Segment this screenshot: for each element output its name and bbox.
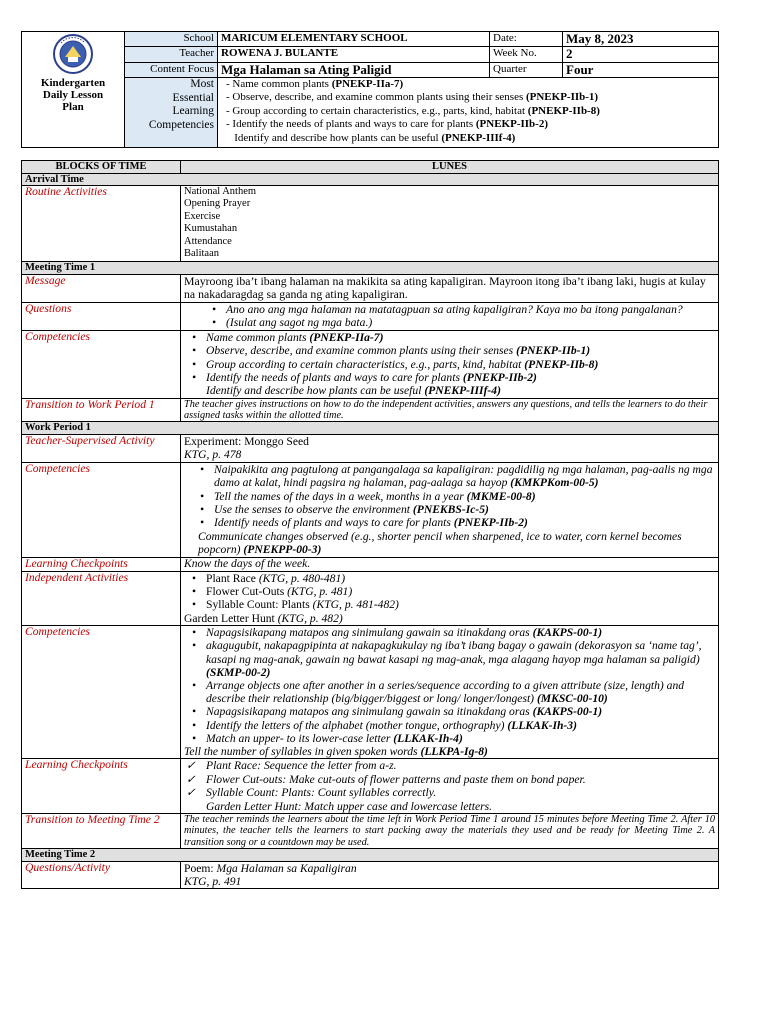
poem-ref: KTG, p. 491: [184, 874, 242, 888]
section-work-1: Work Period 1: [22, 422, 719, 435]
logo-line-1: Kindergarten: [40, 77, 106, 90]
list-item: Balitaan: [184, 247, 219, 259]
list-item: Garden Letter Hunt: Match upper case and lowercase letters.: [206, 799, 493, 813]
poem-title: Poem: Mga Halaman sa Kapaligiran: [184, 861, 357, 875]
logo-cell: [22, 32, 125, 148]
list-item: ✓ Syllable Count: Plants: Count syllables correctly.: [184, 786, 715, 799]
competencies-label: Competencies: [22, 330, 181, 398]
section-meeting-2: Meeting Time 2: [22, 848, 719, 861]
list-item: • Ano ano ang mga halaman na matatagpuan sa ating kapaligiran? Kaya mo ba itong pangalanan?: [204, 303, 715, 316]
list-item: • Arrange objects one after another in a series/sequence according to a given attribute (size, length) and describe their relationship (big/bigger/biggest or long/ longer/longest) (MKSC-00-10): [184, 679, 715, 705]
list-item: ✓ Plant Race: Sequence the letter from a-z.: [184, 759, 715, 772]
date-value: May 8, 2023: [563, 32, 719, 47]
list-item: • Napagsisikapang matapos ang sinimulang gawain sa itinakdang oras (KAKPS-00-1): [184, 705, 715, 718]
list-item: • Identify the letters of the alphabet (mother tongue, orthography) (LLKAK-Ih-3): [184, 719, 715, 732]
list-item: • Napagsisikapang matapos ang sinimulang gawain sa itinakdang oras (KAKPS-00-1): [184, 626, 715, 639]
list-item: • Use the senses to observe the environment (PNEKBS-Ic-5): [192, 503, 715, 516]
message-label: Message: [22, 274, 181, 302]
list-item: Tell the number of syllables in given spoken words (LLKPA-Ig-8): [184, 745, 488, 759]
transition-label: Transition to Meeting Time 2: [22, 814, 181, 849]
mel-label-2: Essential: [172, 91, 214, 104]
mel-item: - Identify the needs of plants and ways to care for plants (PNEKP-IIb-2): [226, 118, 548, 131]
questions-list: [181, 303, 719, 331]
col-header-day: LUNES: [181, 161, 719, 174]
mel-item: - Group according to certain characteristics, e.g., parts, kind, habitat (PNEKP-IIb-8): [226, 104, 600, 117]
competencies-list: [181, 626, 719, 759]
list-item: Kumustahan: [184, 223, 238, 235]
mel-item: - Observe, describe, and examine common plants using their senses (PNEKP-IIb-1): [226, 91, 599, 104]
school-label: School: [125, 32, 218, 47]
focus-label: Content Focus: [125, 62, 218, 77]
checkpoints-text: Know the days of the week.: [181, 557, 719, 571]
content-focus: Mga Halaman sa Ating Paligid: [218, 62, 490, 77]
deped-seal-icon: [51, 34, 95, 74]
header-table: [21, 31, 719, 148]
list-item: • Name common plants (PNEKP-IIa-7): [184, 331, 715, 344]
checkpoints-label: Learning Checkpoints: [22, 557, 181, 571]
list-item: • Group according to certain characteristics, e.g., parts, kind, habitat (PNEKP-IIb-8): [184, 358, 715, 371]
list-item: Exercise: [184, 210, 221, 222]
routine-list: [181, 186, 719, 262]
transition-label: Transition to Work Period 1: [22, 398, 181, 422]
transition-text: The teacher gives instructions on how to do the independent activities, answers any questions, and tells the learners to do their assigned tasks within the allotted time.: [181, 398, 719, 422]
mel-label: [125, 77, 218, 147]
list-item: Attendance: [184, 235, 232, 247]
list-item: • Plant Race (KTG, p. 480-481): [184, 572, 715, 585]
list-item: • Flower Cut-Outs (KTG, p. 481): [184, 585, 715, 598]
list-item: • Naipakikita ang pagtulong at pangangalaga sa kapaligiran: pagdidilig ng mga halaman, pag-aalis ng mga damo at kalat, hindi pagsira ng halaman, pag-aalaga sa hayop (KMKPKom-00-5): [192, 463, 715, 490]
tsa-label: Teacher-Supervised Activity: [22, 435, 181, 463]
list-item: Identify and describe how plants can be useful (PNEKP-IIIf-4): [206, 384, 501, 398]
teacher-label: Teacher: [125, 47, 218, 62]
mel-item: - Name common plants (PNEKP-IIa-7): [226, 77, 404, 90]
list-item: Communicate changes observed (e.g., shorter pencil when sharpened, ice to water, corn kernel becomes popcorn) (PNEKPP-00-3): [198, 529, 682, 557]
competencies-list: [181, 462, 719, 557]
competencies-label: Competencies: [22, 462, 181, 557]
quarter-value: Four: [563, 62, 719, 77]
section-meeting-1: Meeting Time 1: [22, 262, 719, 275]
questions-label: Questions: [22, 303, 181, 331]
week-value: 2: [563, 47, 719, 62]
tsa-text: Experiment: Monggo Seed: [184, 435, 309, 449]
list-item: ✓ Flower Cut-outs: Make cut-outs of flower patterns and paste them on bond paper.: [184, 773, 715, 786]
list-item: • Observe, describe, and examine common plants using their senses (PNEKP-IIb-1): [184, 344, 715, 357]
week-label: Week No.: [490, 47, 563, 62]
school-name: MARICUM ELEMENTARY SCHOOL: [218, 32, 490, 47]
competencies-list: [181, 330, 719, 398]
list-item: Garden Letter Hunt (KTG, p. 482): [184, 611, 343, 625]
list-item: • Identify the needs of plants and ways to care for plants (PNEKP-IIb-2): [184, 371, 715, 384]
routine-label: Routine Activities: [22, 186, 181, 262]
mel-label-1: Most: [190, 77, 214, 90]
list-item: • Tell the names of the days in a week, months in a year (MKME-00-8): [192, 490, 715, 503]
list-item: • (Isulat ang sagot ng mga bata.): [204, 316, 715, 329]
list-item: • Identify needs of plants and ways to care for plants (PNEKP-IIb-2): [192, 516, 715, 529]
checkpoints-list: [181, 759, 719, 814]
competencies-label: Competencies: [22, 626, 181, 759]
qa-label: Questions/Activity: [22, 861, 181, 889]
teacher-name: ROWENA J. BULANTE: [218, 47, 490, 62]
logo-line-3: Plan: [62, 101, 84, 114]
date-label: Date:: [490, 32, 563, 47]
list-item: National Anthem: [184, 186, 257, 198]
tsa-ref: KTG, p. 478: [184, 448, 242, 462]
logo-line-2: Daily Lesson: [42, 89, 104, 102]
independent-list: [181, 571, 719, 626]
list-item: • akagugubit, nakapagpipinta at nakapagkukulay ng iba’t ibang bagay o gawain (dekorasyon sa ‘name tag’, kasapi ng mag-anak, gawain ng bawat kasapi ng mag-anak, mga alagang hayop mga halaman sa paligid) (SKMP-00-2): [184, 639, 715, 679]
quarter-label: Quarter: [490, 62, 563, 77]
checkpoints-label: Learning Checkpoints: [22, 759, 181, 814]
transition-text: The teacher reminds the learners about the time left in Work Period Time 1 around 15 minutes before Meeting Time 2. After 10 minutes, the teacher tells the learners to start packing away the materials they used and be ready for Meeting Time 2. A transition song or a countdown may be used.: [181, 814, 719, 849]
lesson-table: [21, 160, 719, 889]
mel-label-4: Competencies: [148, 119, 214, 132]
mel-label-3: Learning: [172, 105, 214, 118]
section-arrival: Arrival Time: [22, 173, 719, 186]
col-header-blocks: BLOCKS OF TIME: [22, 161, 181, 174]
message-text: Mayroong iba’t ibang halaman na makikita sa ating kapaligiran. Mayroon itong iba’t ibang laki, hugis at kulay na nakadaragdag sa ganda ng ating kapaligiran.: [181, 274, 719, 302]
tsa-cell: [181, 435, 719, 463]
mel-item: Identify and describe how plants can be useful (PNEKP-IIIf-4): [226, 131, 516, 144]
poem-cell: [181, 861, 719, 889]
independent-label: Independent Activities: [22, 571, 181, 626]
list-item: • Syllable Count: Plants (KTG, p. 481-482): [184, 598, 715, 611]
list-item: Opening Prayer: [184, 198, 251, 210]
list-item: • Match an upper- to its lower-case letter (LLKAK-Ih-4): [184, 732, 715, 745]
mel-list: [218, 77, 719, 147]
